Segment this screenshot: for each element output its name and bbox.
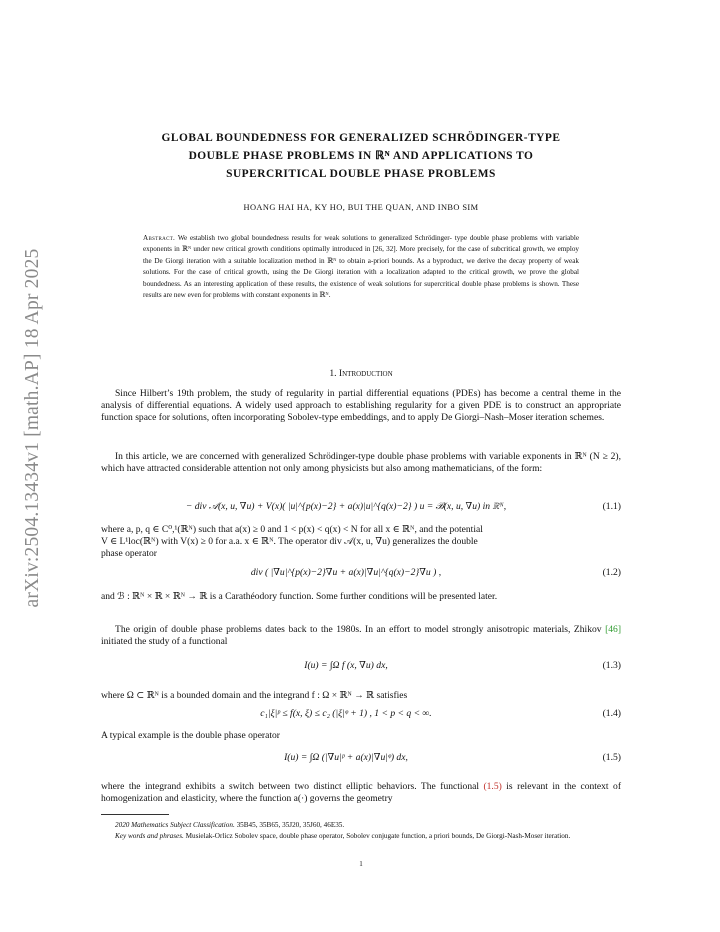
equation-body: c₁|ξ|ᵖ ≤ f(x, ξ) ≤ c₂ (|ξ|ᵠ + 1) , 1 < p < q < ∞. (260, 708, 432, 719)
abstract-line-5: we derive the decay property of weak solutions. For the case of critical growth, using the De Giorgi (143, 256, 579, 277)
paragraph-5-text-b: initiated the study of a functional (101, 636, 228, 648)
abstract-line-2: type double phase problems with variable exponents in ℝᴺ under new critical growth conditions (143, 234, 579, 254)
equation-number: (1.2) (602, 567, 621, 578)
page-number: 1 (359, 860, 363, 868)
paragraph-1: Since Hilbert’s 19th problem, the study of regularity in partial differential equations (PDEs) has become a central theme in the analysis of differential equations. A widely used approach to establishing regularity for a given PDE is to construct an appropriate function space for solutions, often incorporating Sobolev-type embeddings, and to apply De Giorgi–Nash–Moser iteration schemes. (101, 388, 621, 424)
abstract-line-1: We establish two global boundedness results for weak solutions to generalized Schrödinger- (177, 234, 452, 242)
paragraph-2: In this article, we are concerned with generalized Schrödinger-type double phase problems with variable exponents in ℝᴺ (N ≥ 2), which have attracted considerable attention not only among physicists but also among mathematicians, of the form: (101, 451, 621, 475)
equation-body: div ( |∇u|^{p(x)−2}∇u + a(x)|∇u|^{q(x)−2}∇u ) , (250, 567, 442, 578)
abstract-line-8: problems is shown. These results are new even for problems with constant exponents in ℝᴺ. (143, 279, 579, 300)
equation-1-3 (101, 656, 621, 678)
paragraph-5 (101, 624, 621, 648)
abstract-line-7: interesting application of these results, the existence of weak solutions for supercritical double phase (203, 279, 501, 288)
section-number: 1. (329, 368, 337, 379)
paragraph-3-line-2: V ∈ L¹loc(ℝᴺ) with V(x) ≥ 0 for a.a. x ∈ ℝᴺ. The operator div 𝒜(x, u, ∇u) generalizes the double (101, 536, 478, 548)
footnote-keywords-label: Key words and phrases. (115, 832, 184, 840)
paragraph-4: and ℬ : ℝᴺ × ℝ × ℝᴺ → ℝ is a Carathéodory function. Some further conditions will be presented later. (101, 591, 498, 602)
section-title: Introduction (338, 368, 393, 379)
equation-body: I(u) = ∫Ω (|∇u|ᵖ + a(x)|∇u|ᵠ) dx, (284, 752, 408, 763)
paragraph-8-text-b: is relevant in the context of homogenization and elasticity, where the function a(·) governs the geometry (101, 781, 622, 805)
equation-1-4 (101, 704, 621, 726)
footnote-keywords-text: Musielak-Orlicz Sobolev space, double phase operator, Sobolev conjugate function, a priori bounds, De Giorgi-Nash-Moser iteration. (185, 832, 571, 840)
footnote-msc-text: 35B45, 35B65, 35J20, 35J60, 46E35. (236, 821, 345, 829)
title-line-3: SUPERCRITICAL DOUBLE PHASE PROBLEMS (226, 168, 496, 180)
section-heading (101, 368, 621, 379)
paragraph-5-text-a: The origin of double phase problems dates back to the 1980s. In an effort to model strongly anisotropic materials, Zhikov (115, 624, 602, 635)
equation-1-2 (101, 563, 621, 585)
abstract-heading: Abstract. (143, 234, 176, 242)
footnote-msc (101, 820, 621, 830)
abstract (143, 233, 579, 301)
equation-body: I(u) = ∫Ω f (x, ∇u) dx, (304, 660, 388, 671)
footnote-divider (101, 814, 169, 815)
abstract-line-3: optimally introduced in [26, 32]. More precisely, for the case of subcritical growth, we employ the De (143, 245, 579, 265)
paragraph-8 (101, 781, 621, 805)
paragraph-3 (101, 524, 621, 560)
title-line-2: DOUBLE PHASE PROBLEMS IN ℝᴺ AND APPLICATIONS TO (188, 150, 534, 162)
paragraph-6: where Ω ⊂ ℝᴺ is a bounded domain and the integrand f : Ω × ℝᴺ → ℝ satisfies (101, 690, 408, 701)
abstract-line-6: iteration with a localization adapted to the critical growth, we prove the global boundedness. As an (143, 268, 579, 288)
paragraph-7: A typical example is the double phase operator (101, 730, 280, 741)
equation-1-5 (101, 748, 621, 770)
citation-link[interactable]: [46] (605, 624, 621, 635)
paragraph-8-text-a: where the integrand exhibits a switch between two distinct elliptic behaviors. The functional (101, 781, 479, 792)
equation-number: (1.3) (602, 660, 621, 671)
equation-number: (1.4) (602, 708, 621, 719)
arxiv-stamp (18, 208, 48, 648)
arxiv-identifier: arXiv:2504.13434v1 [math.AP] 18 Apr 2025 (22, 248, 43, 608)
author-list: HOANG HAI HA, KY HO, BUI THE QUAN, AND INBO SIM (243, 203, 479, 212)
equation-1-1 (101, 497, 621, 519)
footnote-keywords (101, 831, 621, 841)
title-line-1: GLOBAL BOUNDEDNESS FOR GENERALIZED SCHRÖDINGER-TYPE (161, 132, 561, 144)
equation-number: (1.1) (602, 501, 621, 512)
equation-body: − div 𝒜(x, u, ∇u) + V(x)( |u|^{p(x)−2} + a(x)|u|^{q(x)−2} ) u = ℬ(x, u, ∇u) in ℝᴺ, (185, 501, 507, 512)
footnote-msc-label: 2020 Mathematics Subject Classification. (115, 821, 235, 829)
paper-title (101, 129, 621, 183)
abstract-line-4: Giorgi iteration with a suitable localization method in ℝᴺ to obtain a-priori bounds. As a byproduct, (165, 256, 464, 265)
equation-number: (1.5) (602, 752, 621, 763)
equation-reference-link[interactable]: (1.5) (483, 781, 502, 792)
paragraph-3-line-3: phase operator (101, 548, 157, 560)
paragraph-3-line-1: where a, p, q ∈ C⁰,¹(ℝᴺ) such that a(x) ≥ 0 and 1 < p(x) < q(x) < N for all x ∈ ℝᴺ, and the potential (101, 524, 483, 535)
